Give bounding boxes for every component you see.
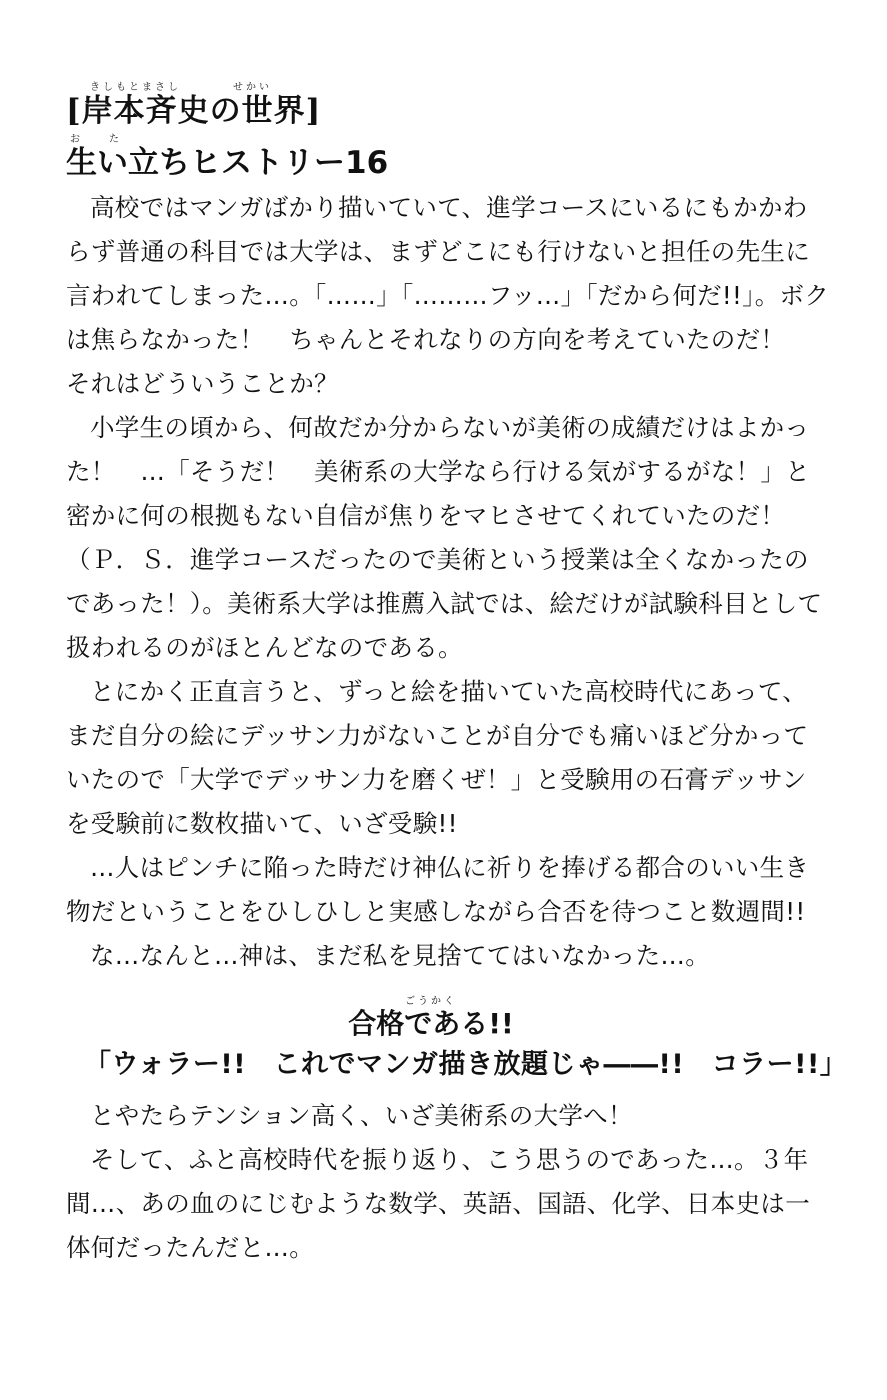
body-line: 間…、あの血のにじむような数学、英語、国語、化学、日本史は一 bbox=[66, 1189, 810, 1218]
body-line: 言われてしまった…。「……」「………フッ…」「だから何だ!!」。ボク bbox=[66, 281, 830, 310]
result-heading: 合格である!! bbox=[348, 1007, 514, 1040]
series-title: [岸本斉史の世界] bbox=[66, 93, 322, 129]
result-ruby: ごうかく bbox=[405, 996, 457, 1007]
body-line: であった！）。美術系大学は推薦入試では、絵だけが試験科目として bbox=[66, 589, 823, 618]
series-title-ruby: きしもとまさし せかい bbox=[90, 82, 272, 92]
body-line: らず普通の科目では大学は、まずどこにも行けないと担任の先生に bbox=[66, 237, 810, 266]
body-line: それはどういうことか？ bbox=[66, 369, 339, 398]
body-line: 体何だったんだと…。 bbox=[66, 1233, 314, 1262]
body-line: …人はピンチに陥った時だけ神仏に祈りを捧げる都合のいい生き bbox=[90, 853, 810, 882]
body-line: いたので「大学でデッサン力を磨くぜ！」と受験用の石膏デッサン bbox=[66, 765, 807, 794]
body-line: とにかく正直言うと、ずっと絵を描いていた高校時代にあって、 bbox=[90, 677, 807, 706]
body-line: 小学生の頃から、何故だか分からないが美術の成績だけはよかっ bbox=[90, 413, 810, 442]
title-ruby: お た bbox=[70, 134, 122, 144]
essay-page bbox=[66, 78, 848, 1270]
body-line: な…なんと…神は、まだ私を見捨ててはいなかった…。 bbox=[90, 941, 710, 970]
body-line: 密かに何の根拠もない自信が焦りをマヒさせてくれていたのだ！ bbox=[66, 501, 786, 530]
body-line: を受験前に数枚描いて、いざ受験!! bbox=[66, 809, 458, 838]
body-line: まだ自分の絵にデッサン力がないことが自分でも痛いほど分かって bbox=[66, 721, 809, 750]
essay-title: 生い立ちヒストリー16 bbox=[66, 145, 389, 181]
body-line: 物だということをひしひしと実感しながら合否を待つこと数週間!! bbox=[66, 897, 806, 926]
closing-text bbox=[66, 1094, 826, 1270]
body-line: 高校ではマンガばかり描いていて、進学コースにいるにもかかわ bbox=[90, 193, 808, 222]
body-line: そして、ふと高校時代を振り返り、こう思うのであった…。３年 bbox=[90, 1145, 809, 1174]
body-line: た！ …「そうだ！ 美術系の大学なら行ける気がするがな！」と bbox=[66, 457, 810, 486]
shout-line: 「ウォラー!! これでマンガ描き放題じゃ――!! コラー!!」 bbox=[84, 1049, 848, 1080]
body-line: （Ｐ．Ｓ．進学コースだったので美術という授業は全くなかったの bbox=[66, 545, 809, 574]
body-text bbox=[66, 186, 830, 978]
body-line: 扱われるのがほとんどなのである。 bbox=[66, 633, 463, 662]
body-line: とやたらテンション高く、いざ美術系の大学へ！ bbox=[90, 1101, 633, 1130]
body-line: は焦らなかった！ ちゃんとそれなりの方向を考えていたのだ！ bbox=[66, 325, 786, 354]
